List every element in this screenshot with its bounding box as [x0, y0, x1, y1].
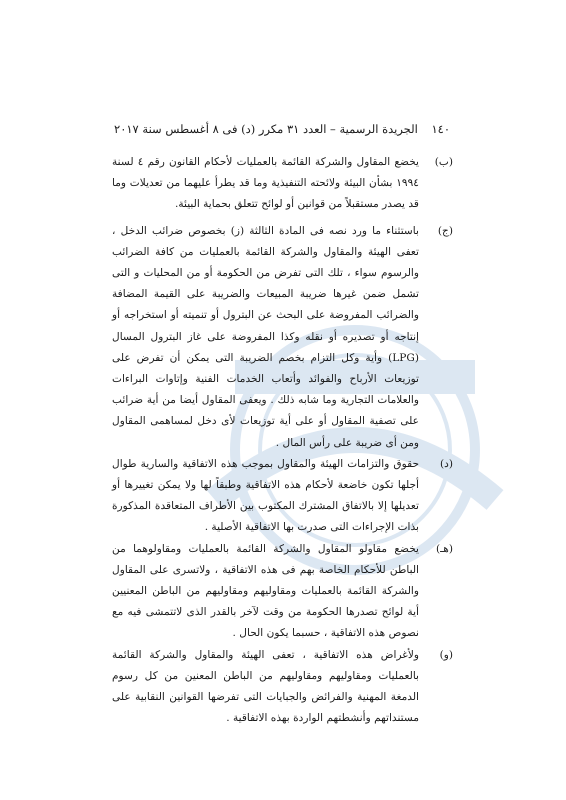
clause-mark: (ج): [437, 224, 453, 237]
page-number: ١٤٠: [431, 122, 450, 136]
clause-mark: (د): [440, 457, 453, 470]
clause-text: باستثناء ما ورد نصه فى المادة الثالثة (ز) بخصوص ضرائب الدخل ، تعفى الهيئة والمقاول والشركة القائمة بالعمليات من كافة الضرائب والرسوم سواء ، تلك التى تفرض من الحكومة أو من المحليات و التى تشمل ضمن غيرها ضريبة المبيعات والضريبة على القيمة المضافة والضرائب المفروضة على البحث عن البترول أو تنميته أو استخراجه أو إنتاجه أو تصديره أو نقله وكذا المفروضة على غاز البترول المسال (LPG) وأية وكل التزام بخصم الضريبة التى يمكن أن تفرض على توزيعات الأرباح والفوائد وأتعاب الخدمات الفنية وإتاوات البراءات والعلامات التجارية وما شابه ذلك . ويعفى المقاول أيضا من أية ضرائب على تصفية المقاول أو على أية توزيعات لأى دخل لمساهمى المقاول ومن أى ضريبة على رأس المال .: [112, 224, 419, 449]
clause-mark: (و): [439, 648, 453, 661]
clause-text: يخضع المقاول والشركة القائمة بالعمليات لأحكام القانون رقم ٤ لسنة ١٩٩٤ بشأن البيئة ولائحته التنفيذية وما قد يطرأ عليهما من تعديلات وما قد يصدر مستقبلاً من قوانين أو لوائح تتعلق بحماية البيئة.: [112, 156, 419, 211]
gazette-header-text: الجريدة الرسمية – العدد ٣١ مكرر (د) فى ٨ أغسطس سنة ٢٠١٧: [114, 122, 418, 136]
clause-mark: (هـ): [436, 542, 453, 555]
clause-text: حقوق والتزامات الهيئة والمقاول بموجب هذه الاتفاقية والسارية طوال أجلها تكون خاضعة لأحكام هذه الاتفاقية وطبقاً لها ولا يمكن تغييرها أو تعديلها إلا بالاتفاق المشترك المكتوب بين الأطراف المتعاقدة المذكورة بذات الإجراءات التى صدرت بها الاتفاقية الأصلية .: [112, 457, 419, 534]
clause-text: يخضع مقاولو المقاول والشركة القائمة بالعمليات ومقاولوهما من الباطن للأحكام الخاصة بهم فى هذه الاتفاقية ، ولاتسرى على المقاول والشركة القائمة بالعمليات ومقاوليهم ومقاوليهم من الباطن المعنيين أية لوائح تصدرها الحكومة من وقت لآخر بالقدر الذى لاتتمشى فيه مع نصوص هذه الاتفاقية ، حسبما يكون الحال .: [112, 542, 419, 640]
document-body: [112, 152, 453, 729]
clause-b: [112, 152, 453, 216]
clause-h: [112, 539, 453, 645]
clause-mark: (ب): [434, 156, 453, 168]
clause-d: [112, 454, 453, 539]
clause-w: [112, 645, 453, 730]
clause-j: [112, 221, 453, 454]
clause-text: ولأغراض هذه الاتفاقية ، تعفى الهيئة والمقاول والشركة القائمة بالعمليات ومقاوليهم ومقاوليهم من الباطن المعنين من كل رسوم الدمغة المهنية والفرائض والجبايات التى تفرضها القوانين النقابية على مستنداتهم وأنشطتهم الواردة بهذه الاتفاقية .: [112, 648, 419, 725]
page-header: [114, 122, 450, 136]
